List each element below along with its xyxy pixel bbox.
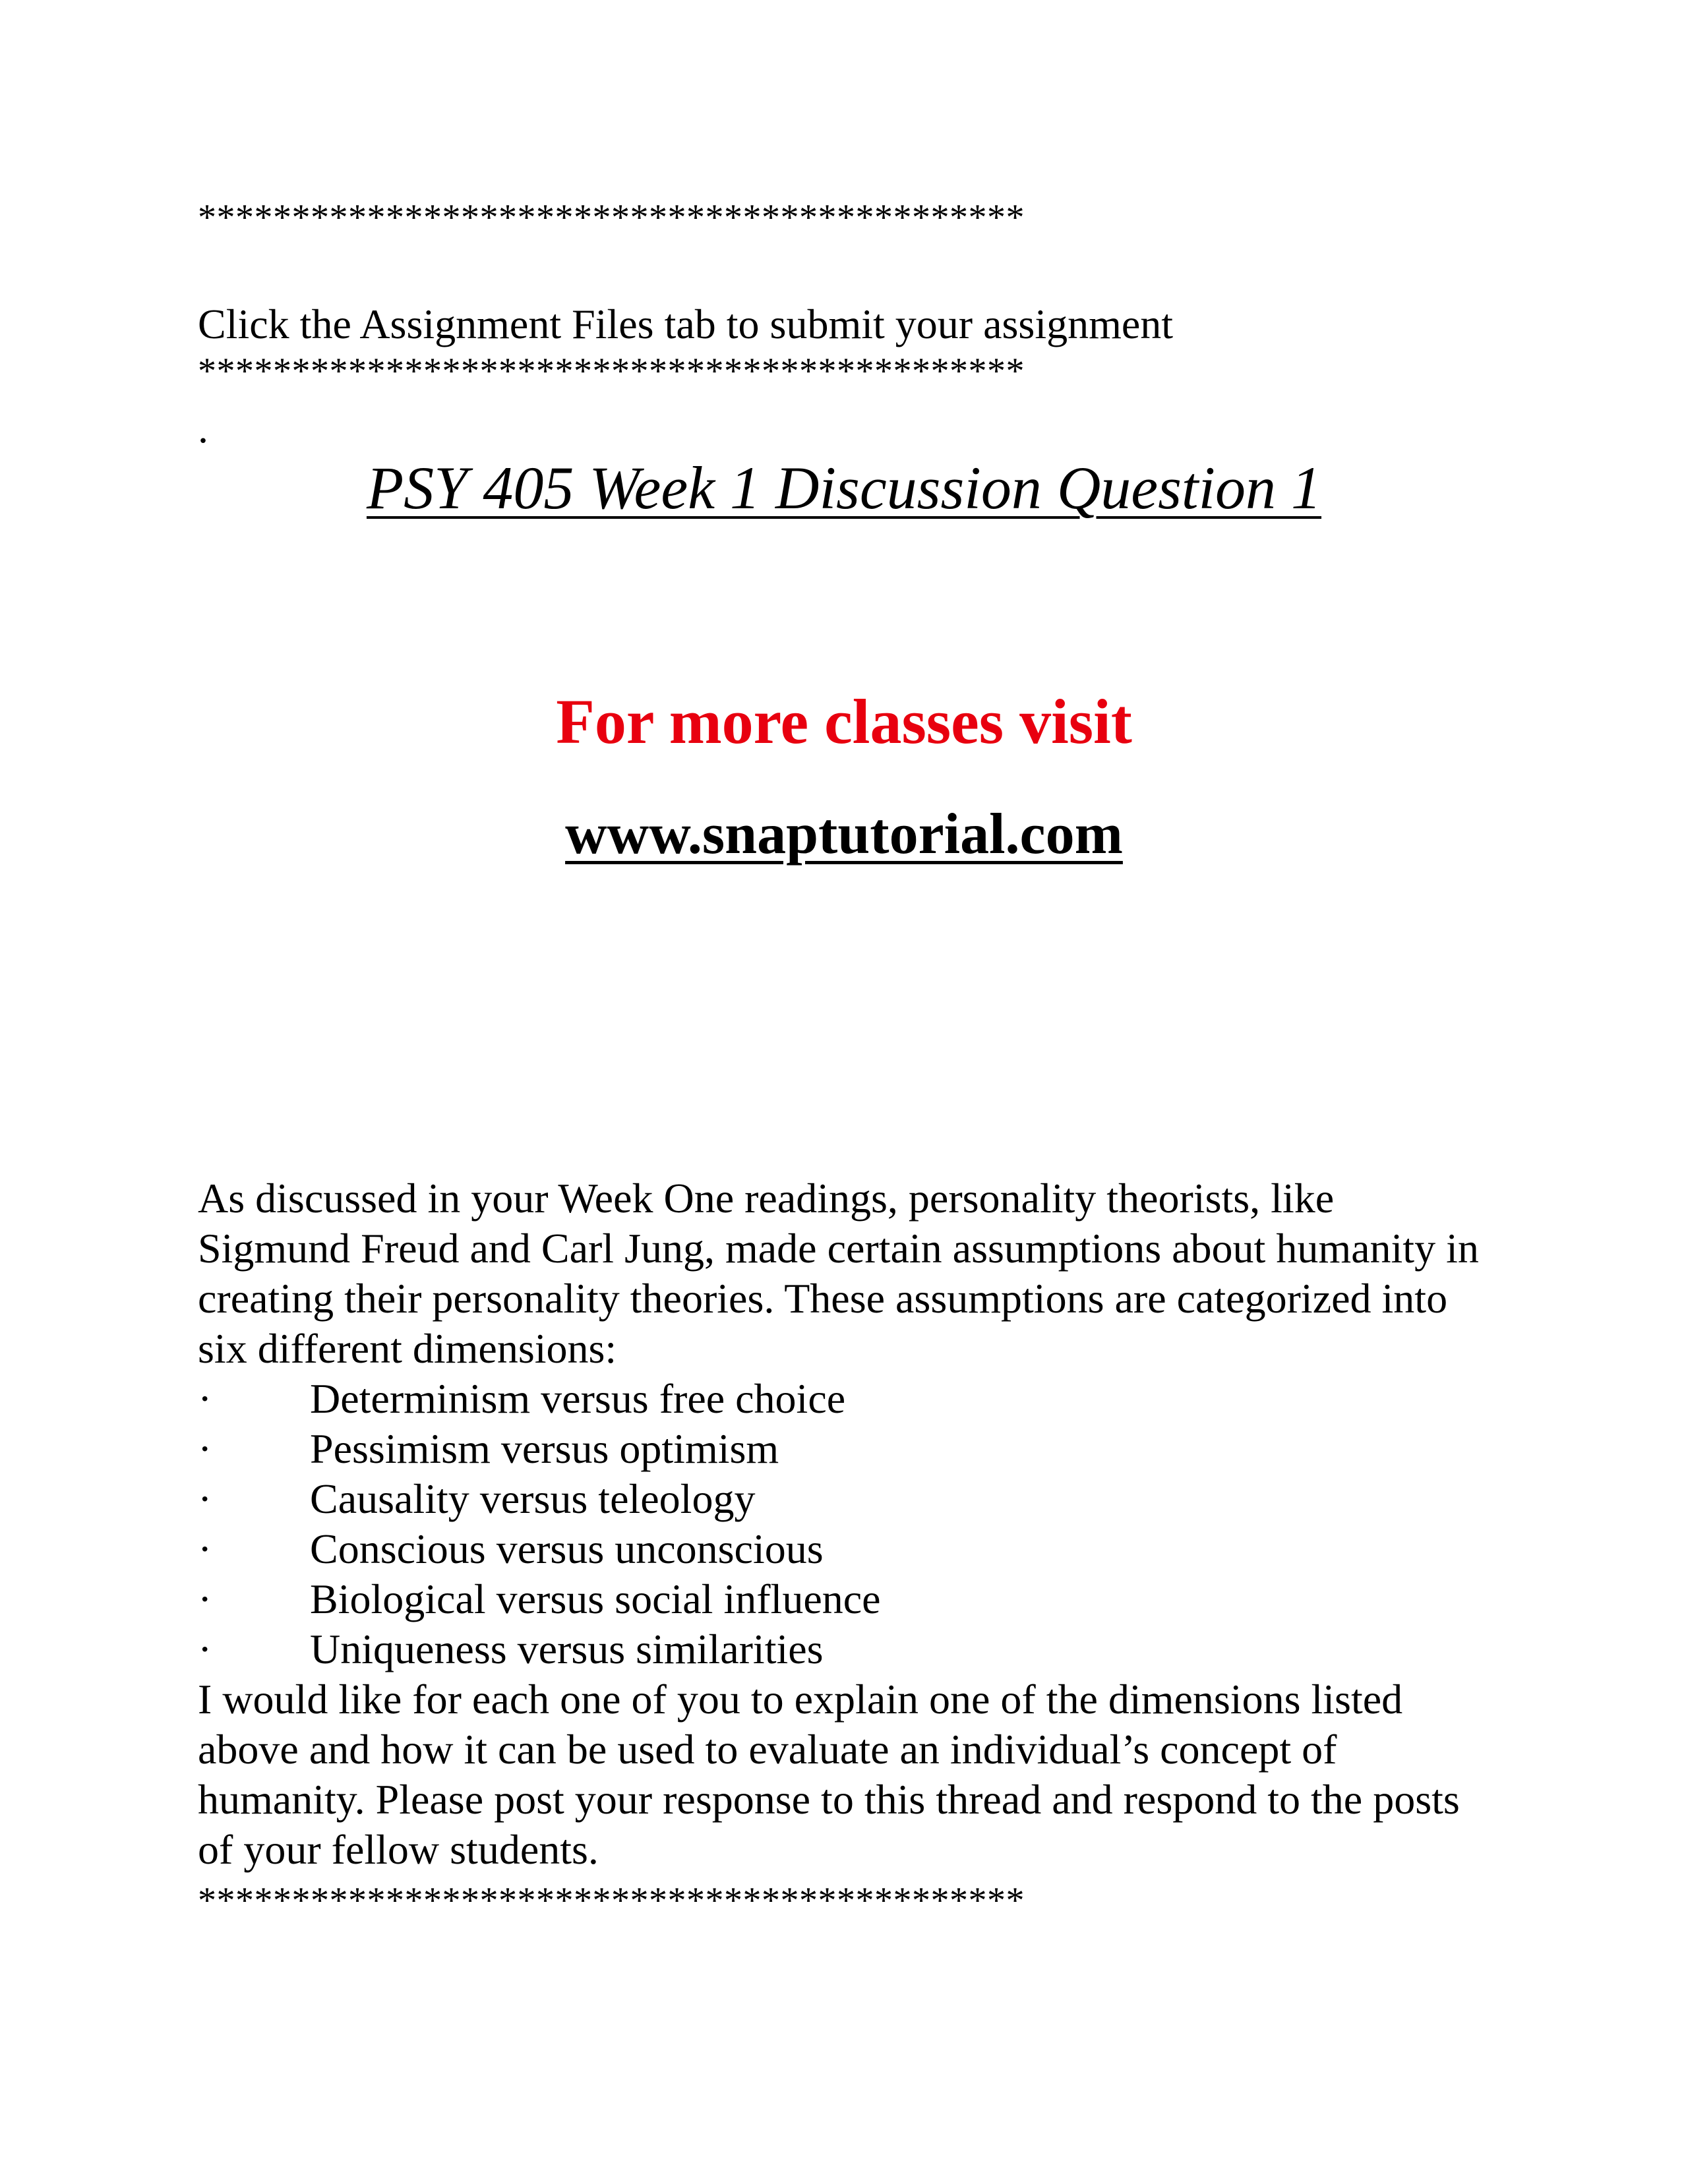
- dot-marker: .: [198, 405, 208, 452]
- list-item: [198, 1374, 1490, 1424]
- list-item: [198, 1424, 1490, 1474]
- bullet-icon: ·: [198, 1626, 212, 1672]
- list-item: [198, 1574, 1490, 1624]
- bullet-icon: ·: [198, 1425, 212, 1472]
- dimension-label: Biological versus social influence: [310, 1576, 881, 1622]
- website-link[interactable]: www.snaptutorial.com: [565, 802, 1123, 866]
- promo-text: For more classes visit: [556, 686, 1132, 757]
- document-title: PSY 405 Week 1 Discussion Question 1: [366, 454, 1322, 521]
- bullet-icon: ·: [198, 1375, 212, 1422]
- separator-after-instruction: ********************************************: [198, 351, 1025, 392]
- bullet-icon: ·: [198, 1525, 212, 1572]
- dimensions-list: [198, 1374, 1490, 1674]
- bullet-icon: ·: [198, 1475, 212, 1522]
- dimension-label: Causality versus teleology: [310, 1475, 756, 1522]
- dimension-label: Conscious versus unconscious: [310, 1525, 824, 1572]
- list-item: [198, 1624, 1490, 1674]
- list-item: [198, 1474, 1490, 1524]
- question-body: [198, 1173, 1490, 1875]
- intro-paragraph: As discussed in your Week One readings, personality theorists, like Sigmund Freud and Carl Jung, made certain assumptions about humanity in creating their personality theories. These assumptions are categorized into six different dimensions:: [198, 1175, 1479, 1372]
- separator-bottom: ********************************************: [198, 1880, 1025, 1921]
- closing-paragraph: I would like for each one of you to explain one of the dimensions listed above and how it can be used to evaluate an individual’s concept of humanity. Please post your response to this thread and respond to the posts of your fellow students.: [198, 1676, 1460, 1873]
- list-item: [198, 1524, 1490, 1574]
- dimension-label: Pessimism versus optimism: [310, 1425, 779, 1472]
- dimension-label: Determinism versus free choice: [310, 1375, 846, 1422]
- separator-top: ********************************************: [198, 197, 1025, 238]
- bullet-icon: ·: [198, 1576, 212, 1622]
- submit-instruction: Click the Assignment Files tab to submit your assignment: [198, 301, 1174, 347]
- dimension-label: Uniqueness versus similarities: [310, 1626, 824, 1672]
